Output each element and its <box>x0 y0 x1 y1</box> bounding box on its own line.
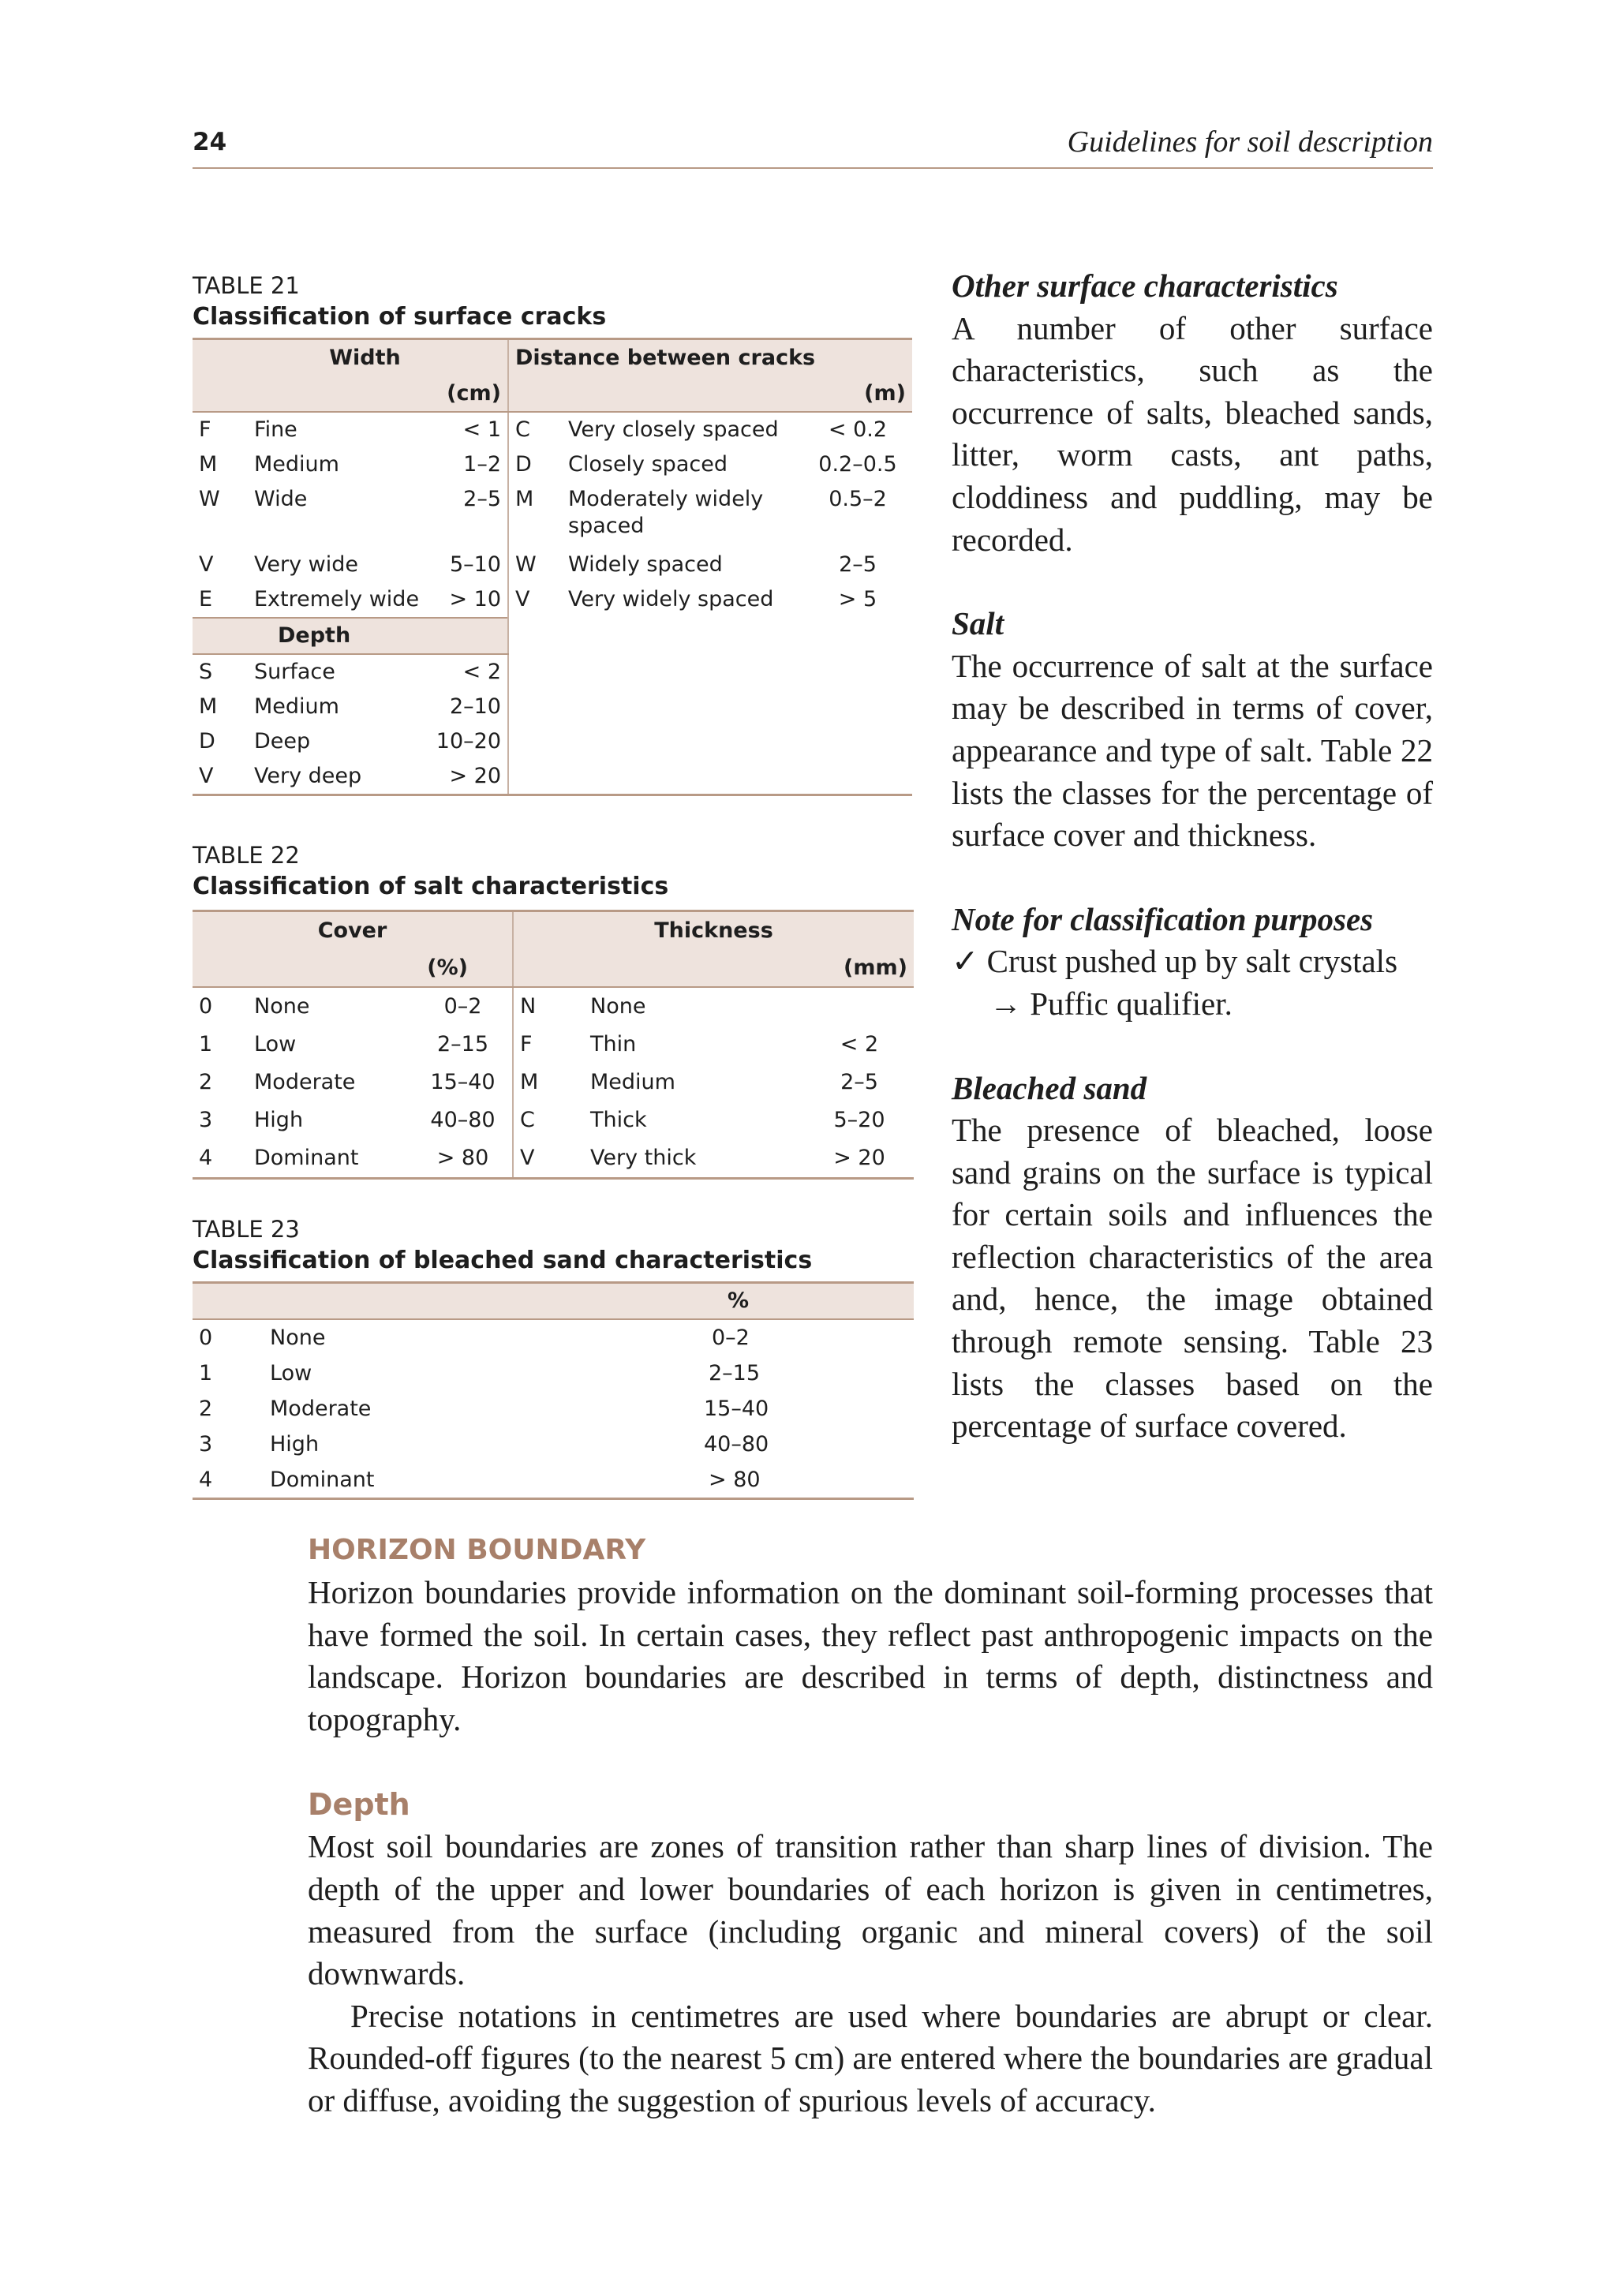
thickness-unit: (mm) <box>513 950 914 987</box>
table22-label: TABLE 22 <box>193 842 300 869</box>
salt-heading: Salt <box>952 605 1004 642</box>
note-block <box>952 940 1433 1025</box>
thickness-header: Thickness <box>513 911 914 951</box>
table23-title: Classification of bleached sand characteristics <box>193 1247 813 1274</box>
table-row: 3 High 40–80 C Thick 5–20 <box>193 1101 914 1139</box>
other-surface-heading: Other surface characteristics <box>952 267 1338 304</box>
table-row: V Very deep > 20 <box>193 759 912 795</box>
page-number: 24 <box>193 128 227 156</box>
table21-caption <box>193 270 606 333</box>
note-heading: Note for classification purposes <box>952 900 1374 937</box>
table-row: S Surface < 2 <box>193 654 912 690</box>
note-line-1: ✓ Crust pushed up by salt crystals <box>952 943 1398 980</box>
table-row: M Medium 2–10 <box>193 690 912 724</box>
horizon-boundary-text: Horizon boundaries provide information on the dominant soil-forming processes that have formed the soil. In certain cases, they reflect past anthropogenic impacts on the landscape. Horizon boundaries are described in terms of depth, distinctness and topography. <box>308 1574 1433 1737</box>
width-header: Width <box>193 339 508 377</box>
depth-header: Depth <box>193 618 508 654</box>
table-row: M Medium 1–2 D Closely spaced 0.2–0.5 <box>193 447 912 482</box>
table-row: 3 High 40–80 <box>199 1432 769 1457</box>
table-row: 4 Dominant > 80 <box>199 1468 761 1492</box>
horizon-boundary-heading: HORIZON BOUNDARY <box>308 1534 646 1566</box>
horizon-boundary-section <box>308 1529 1433 2122</box>
table-row: 2 Moderate 15–40 <box>199 1397 769 1421</box>
table23-caption <box>193 1213 812 1277</box>
table-row: 0 None 0–2 <box>199 1326 750 1350</box>
distance-unit: (m) <box>508 376 912 412</box>
table21-title: Classification of surface cracks <box>193 303 607 331</box>
bleached-sand-heading: Bleached sand <box>952 1069 1147 1106</box>
cover-unit: (%) <box>193 950 513 987</box>
table-row: V Very wide 5–10 W Widely spaced 2–5 <box>193 548 912 582</box>
depth-text-1: Most soil boundaries are zones of transition rather than sharp lines of division. The depth of the upper and lower boundaries of each horizon is given in centimetres, measured from the surface (including organic and mineral covers) of the soil downwards. <box>308 1828 1433 1992</box>
table-row: 1 Low 2–15 F Thin < 2 <box>193 1026 914 1064</box>
bleached-sand-text: The presence of bleached, loose sand grains on the surface is typical for certain soils and influences the reflection characteristics of the area and, hence, the image obtained through remote sensing. Table 23 lists the classes based on the percentage of surface covered. <box>952 1112 1433 1445</box>
other-surface-text: A number of other surface characteristics, such as the occurrence of salts, bleached sands, litter, worm casts, ant paths, cloddiness and puddling, may be recorded. <box>952 309 1433 558</box>
salt-text: The occurrence of salt at the surface may be described in terms of cover, appearance and type of salt. Table 22 lists the classes for the percentage of surface cover and thickness. <box>952 647 1433 854</box>
cover-header: Cover <box>193 911 513 951</box>
note-line-2: → Puffic qualifier. <box>989 985 1233 1022</box>
table22-title: Classification of salt characteristics <box>193 873 669 900</box>
percent-header: % <box>674 1283 914 1320</box>
table-row: 2 Moderate 15–40 M Medium 2–5 <box>193 1064 914 1101</box>
table-row: 4 Dominant > 80 V Very thick > 20 <box>193 1139 914 1179</box>
table-row: E Extremely wide > 10 V Very widely spaced > 5 <box>193 582 912 618</box>
running-header <box>193 125 1433 169</box>
depth-text-2: Precise notations in centimetres are used where boundaries are abrupt or clear. Rounded-off figures (to the nearest 5 cm) are entered where the boundaries are gradual or diffuse, avoiding the suggestion of spurious levels of accuracy. <box>308 1997 1433 2118</box>
surface-cracks-table <box>193 338 912 796</box>
table21-label: TABLE 21 <box>193 272 300 299</box>
salt-characteristics-table <box>193 910 914 1180</box>
table22-caption <box>193 839 668 903</box>
right-column <box>952 265 1433 1448</box>
table23-label: TABLE 23 <box>193 1216 300 1243</box>
table-row: D Deep 10–20 <box>193 724 912 759</box>
width-unit: (cm) <box>193 376 508 412</box>
bleached-sand-table <box>193 1281 914 1500</box>
distance-header: Distance between cracks <box>508 339 912 377</box>
table-row: 1 Low 2–15 <box>199 1361 761 1385</box>
table-row: 0 None 0–2 N None <box>193 987 914 1026</box>
table-row: F Fine < 1 C Very closely spaced < 0.2 <box>193 412 912 447</box>
running-head-title: Guidelines for soil description <box>1067 125 1433 159</box>
depth-heading: Depth <box>308 1787 410 1823</box>
table-row: W Wide 2–5 M Moderately widely spaced 0.5–2 <box>193 482 912 548</box>
